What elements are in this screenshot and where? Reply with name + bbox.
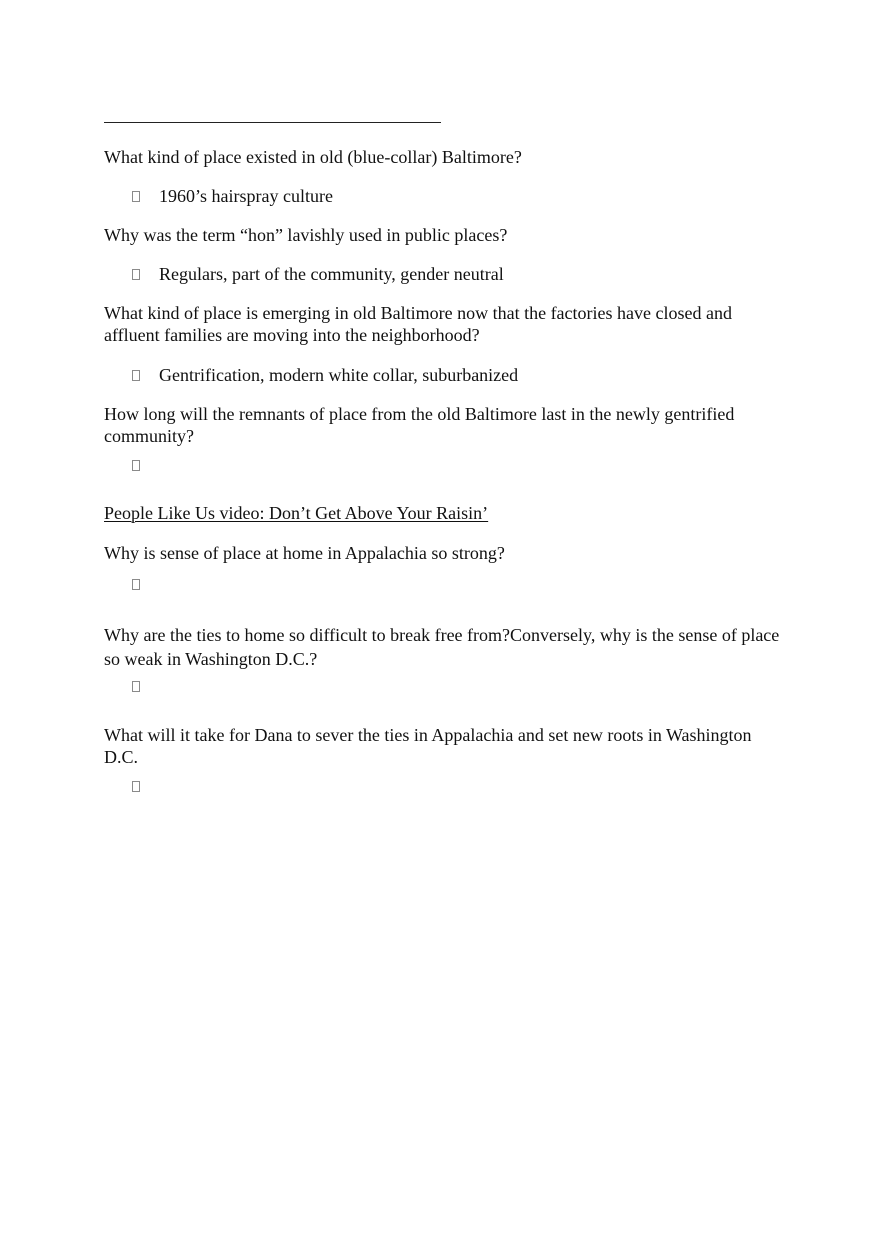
checkbox-glyph-icon [132,191,140,202]
answer-bullet-4 [132,460,140,471]
answer-bullet-2 [132,263,504,285]
checkbox-glyph-icon [132,269,140,280]
answer-text-2: Regulars, part of the community, gender neutral [159,264,504,284]
answer-bullet-3 [132,364,518,386]
checkbox-glyph-icon [132,370,140,381]
answer-text-3: Gentrification, modern white collar, suburbanized [159,365,519,385]
checkbox-glyph-icon [132,781,140,792]
checkbox-glyph-icon [132,579,140,590]
answer-bullet-5 [132,579,140,590]
answer-bullet-6 [132,681,140,692]
question-3: What kind of place is emerging in old Baltimore now that the factories have closed and affluent families are moving into the neighborhood? [104,303,732,345]
section-heading: People Like Us video: Don’t Get Above Your Raisin’ [104,503,489,523]
question-5: Why is sense of place at home in Appalachia so strong? [104,543,505,563]
question-7: What will it take for Dana to sever the ties in Appalachia and set new roots in Washington D.C. [104,725,752,767]
checkbox-glyph-icon [132,460,140,471]
question-2: Why was the term “hon” lavishly used in public places? [104,225,508,245]
answer-text-1: 1960’s hairspray culture [159,186,333,206]
answer-bullet-7 [132,781,140,792]
question-6: Why are the ties to home so difficult to break free from?Conversely, why is the sense of place so weak in Washington D.C.? [104,625,780,669]
top-rule [104,122,441,123]
checkbox-glyph-icon [132,681,140,692]
answer-bullet-1 [132,185,333,207]
question-1: What kind of place existed in old (blue-collar) Baltimore? [104,147,522,167]
question-4: How long will the remnants of place from the old Baltimore last in the newly gentrified community? [104,404,735,446]
